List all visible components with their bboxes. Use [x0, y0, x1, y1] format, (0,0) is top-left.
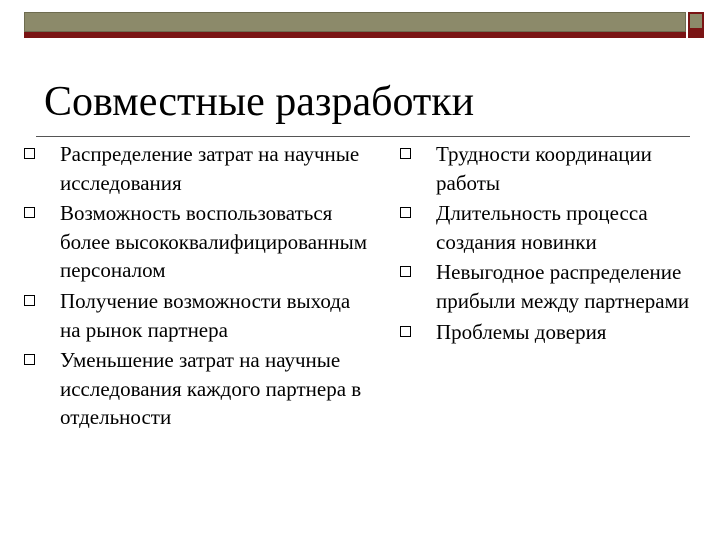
list-item: [22, 140, 367, 197]
hollow-square-bullet-icon: [24, 207, 35, 218]
header-decoration: [0, 0, 720, 44]
hollow-square-bullet-icon: [400, 148, 411, 159]
slide-title: Совместные разработки: [44, 79, 475, 125]
header-olive-bar: [24, 12, 686, 32]
list-item: [22, 287, 367, 344]
list-item: [22, 346, 367, 432]
list-item: [398, 199, 703, 256]
disadvantages-list: [398, 140, 703, 348]
list-item-label: Возможность воспользоваться более высококвалифицированным персоналом: [60, 201, 367, 283]
list-item: [22, 199, 367, 285]
list-item-label: Получение возможности выхода на рынок партнера: [60, 288, 351, 342]
list-item-label: Невыгодное распределение прибыли между партнерами: [436, 260, 690, 313]
header-corner-square-inner: [690, 14, 702, 28]
list-item-label: Уменьшение затрат на научные исследования каждого партнера в отдельности: [60, 348, 362, 430]
hollow-square-bullet-icon: [24, 148, 35, 159]
advantages-list: [22, 140, 367, 434]
hollow-square-bullet-icon: [400, 266, 411, 277]
list-item-label: Длительность процесса создания новинки: [436, 201, 648, 254]
hollow-square-bullet-icon: [24, 354, 35, 365]
hollow-square-bullet-icon: [400, 207, 411, 218]
list-item-label: Проблемы доверия: [436, 319, 607, 344]
hollow-square-bullet-icon: [400, 326, 411, 337]
list-item: [398, 140, 703, 197]
hollow-square-bullet-icon: [24, 295, 35, 306]
list-item-label: Трудности координации работы: [436, 142, 652, 195]
list-item: [398, 318, 703, 347]
list-item: [398, 258, 703, 315]
title-divider: [36, 136, 690, 137]
list-item-label: Распределение затрат на научные исследования: [60, 142, 360, 195]
header-red-stripe: [24, 32, 686, 38]
